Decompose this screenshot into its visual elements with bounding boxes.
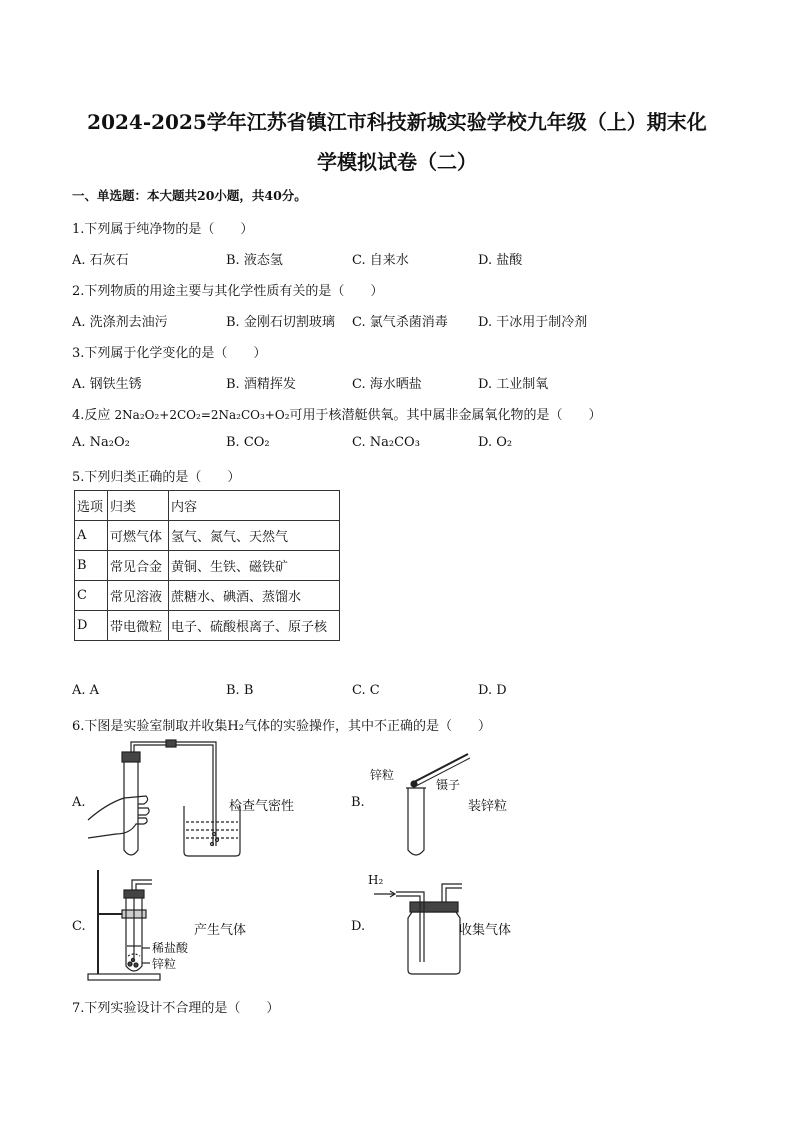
q3-option-c: C. 海水晒盐 <box>352 377 422 392</box>
section-heading: 一、单选题：本大题共20小题，共40分。 <box>72 188 307 203</box>
table-header-cell: 归类 <box>108 491 169 521</box>
table-row <box>75 521 340 551</box>
q4-option-d: D. O₂ <box>478 435 513 450</box>
question-4-stem <box>72 404 602 423</box>
table-header-cell: 选项 <box>75 491 108 521</box>
question-2-stem: 2.下列物质的用途主要与其化学性质有关的是（ ） <box>72 284 384 299</box>
question-4-options <box>72 435 732 455</box>
q1-option-c: C. 自来水 <box>352 253 409 268</box>
table-cell: 常见溶液 <box>108 581 169 611</box>
table-cell: 氢气、氮气、天然气 <box>169 521 340 551</box>
gas-collection-figure <box>372 876 472 978</box>
question-1-stem: 1.下列属于纯净物的是（ ） <box>72 222 254 237</box>
q4-option-a: A. Na₂O₂ <box>72 435 130 450</box>
question-5-options <box>72 683 732 703</box>
table-cell: 蔗糖水、碘酒、蒸馏水 <box>169 581 340 611</box>
q5-option-b: B. B <box>226 683 254 698</box>
table-header-row <box>75 491 340 521</box>
q5-option-a: A. A <box>72 683 100 698</box>
q6-option-d-caption: 收集气体 <box>459 923 512 938</box>
table-cell: 常见合金 <box>108 551 169 581</box>
q1-option-d: D. 盐酸 <box>478 253 523 268</box>
question-1-options <box>72 249 732 269</box>
q6-option-c-caption: 产生气体 <box>194 923 247 938</box>
question-7-stem: 7.下列实验设计不合理的是（ ） <box>72 1001 280 1016</box>
q5-option-d: D. D <box>478 683 507 698</box>
q3-option-b: B. 酒精挥发 <box>226 377 296 392</box>
table-row <box>75 581 340 611</box>
page-title <box>60 102 734 182</box>
table-row <box>75 611 340 641</box>
q1-option-b: B. 液态氢 <box>226 253 283 268</box>
classification-table <box>74 490 340 641</box>
table-cell: D <box>75 611 108 641</box>
table-cell: 电子、硫酸根离子、原子核 <box>169 611 340 641</box>
zinc-granule-label: 锌粒 <box>370 768 395 782</box>
table-cell: B <box>75 551 108 581</box>
table-cell: 可燃气体 <box>108 521 169 551</box>
q2-option-d: D. 干冰用于制冷剂 <box>478 315 588 330</box>
q2-option-a: A. 洗涤剂去油污 <box>72 315 168 330</box>
q4-option-b: B. CO₂ <box>226 435 270 450</box>
q1-option-a: A. 石灰石 <box>72 253 129 268</box>
question-3-stem: 3.下列属于化学变化的是（ ） <box>72 346 267 361</box>
question-5-stem: 5.下列归类正确的是（ ） <box>72 470 241 485</box>
q6-option-d-letter: D. <box>351 919 366 934</box>
q6-option-b-caption: 装锌粒 <box>468 799 508 814</box>
gas-generation-figure <box>84 866 194 984</box>
hydrogen-label: H₂ <box>368 873 384 887</box>
q4-equation: 2Na₂O₂+2CO₂=2Na₂CO₃+O₂ <box>114 408 290 422</box>
title-line-2: 学模拟试卷（二） <box>317 150 477 174</box>
q5-option-c: C. C <box>352 683 380 698</box>
q6-option-a-caption: 检查气密性 <box>229 799 295 814</box>
q6-option-c-letter: C. <box>72 919 86 934</box>
table-row <box>75 551 340 581</box>
title-line-1: 2024-2025学年江苏省镇江市科技新城实验学校九年级（上）期末化 <box>87 110 707 134</box>
question-2-options <box>72 311 732 331</box>
q6-option-b-letter: B. <box>351 795 365 810</box>
question-3-options <box>72 373 732 393</box>
dilute-hydrochloric-acid-label: 稀盐酸 <box>152 941 189 955</box>
airtightness-check-figure <box>86 738 246 862</box>
q2-option-b: B. 金刚石切割玻璃 <box>226 315 335 330</box>
q3-option-d: D. 工业制氧 <box>478 377 549 392</box>
zinc-loading-figure <box>396 748 476 860</box>
table-header-cell: 内容 <box>169 491 340 521</box>
q6-option-a-letter: A. <box>72 795 86 810</box>
q4-prefix: 4.反应 <box>72 408 111 423</box>
table-cell: C <box>75 581 108 611</box>
q4-suffix: 可用于核潜艇供氧。其中属非金属氧化物的是（ ） <box>289 408 602 423</box>
q3-option-a: A. 钢铁生锈 <box>72 377 142 392</box>
q2-option-c: C. 氯气杀菌消毒 <box>352 315 448 330</box>
table-cell: A <box>75 521 108 551</box>
question-6-stem: 6.下图是实验室制取并收集H₂气体的实验操作，其中不正确的是（ ） <box>72 719 491 734</box>
zinc-label: 锌粒 <box>152 957 177 971</box>
table-cell: 带电微粒 <box>108 611 169 641</box>
tweezers-label: 镊子 <box>436 778 461 792</box>
table-cell: 黄铜、生铁、磁铁矿 <box>169 551 340 581</box>
q4-option-c: C. Na₂CO₃ <box>352 435 420 450</box>
